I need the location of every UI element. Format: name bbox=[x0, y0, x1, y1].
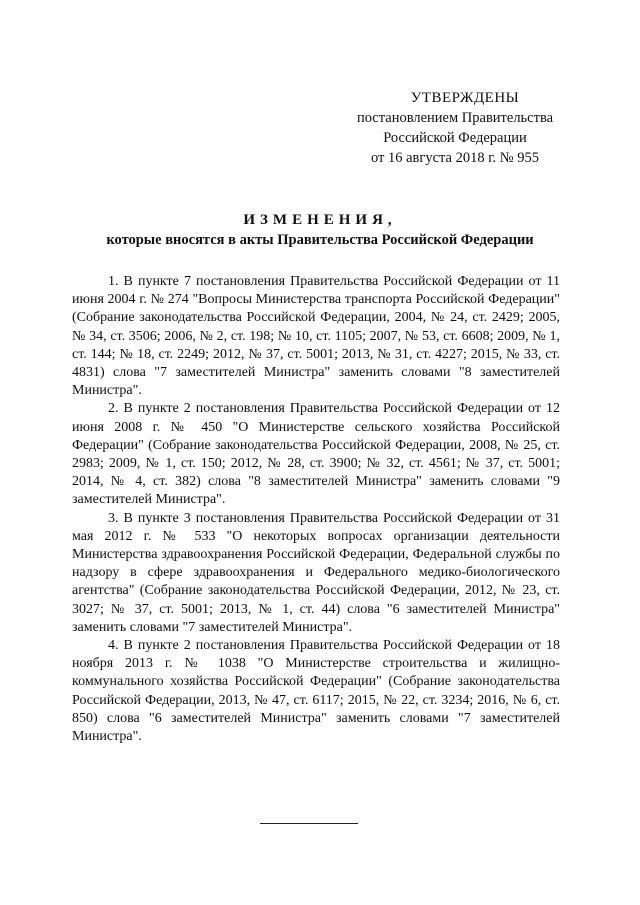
paragraph-4: 4. В пункте 2 постановления Правительства Российской Федерации от 18 ноября 2013 г. № 1038 "О Министерстве строительства и жилищно-коммунального хозяйства Российской Федерации" (Собрание законодательства Российской Федерации, 2013, № 47, ст. 6117; 2015, № 22, ст. 3234; 2016, № 6, ст. 850) слова "6 заместителей Министра" заменить словами "7 заместителей Министра". bbox=[72, 638, 560, 745]
approval-block bbox=[330, 88, 580, 168]
paragraph-2: 2. В пункте 2 постановления Правительства Российской Федерации от 12 июня 2008 г. № 450 "О Министерстве сельского хозяйства Российской Федерации" (Собрание законодательства Российской Федерации, 2008, № 25, ст. 2983; 2009, № 1, ст. 150; 2012, № 28, ст. 3900; № 32, ст. 4561; № 37, ст. 5001; 2014, № 4, ст. 382) слова "8 заместителей Министра" заменить словами "9 заместителей Министра". bbox=[72, 401, 560, 508]
title-subheading: которые вносятся в акты Правительства Российской Федерации bbox=[106, 232, 534, 248]
title-heading: ИЗМЕНЕНИЯ, bbox=[243, 212, 397, 228]
document-body bbox=[72, 273, 560, 746]
approval-heading: УТВЕРЖДЕНЫ bbox=[410, 90, 520, 106]
approval-line-country: Российской Федерации bbox=[383, 130, 527, 146]
document-title bbox=[0, 210, 640, 250]
paragraph-1: 1. В пункте 7 постановления Правительства Российской Федерации от 11 июня 2004 г. № 274 "Вопросы Министерства транспорта Российской Федерации" (Собрание законодательства Российской Федерации, 2004, № 24, ст. 2429; 2005, № 34, ст. 3506; 2006, № 2, ст. 198; № 10, ст. 1105; 2007, № 53, ст. 6608; 2009, № 1, ст. 144; № 18, ст. 2249; 2012, № 37, ст. 5001; 2013, № 31, ст. 4227; 2015, № 33, ст. 4831) слова "7 заместителей Министра" заменить словами "8 заместителей Министра". bbox=[72, 274, 560, 399]
paragraph-3: 3. В пункте 3 постановления Правительства Российской Федерации от 31 мая 2012 г. № 533 "О некоторых вопросах организации деятельности Министерства здравоохранения Российской Федерации, Федеральной службы по надзору в сфере здравоохранения и Федерального медико-биологического агентства" (Собрание законодательства Российской Федерации, 2012, № 23, ст. 3027; № 37, ст. 5001; 2013, № 1, ст. 44) слова "6 заместителей Министра" заменить словами "7 заместителей Министра". bbox=[72, 510, 560, 635]
approval-line-date-number: от 16 августа 2018 г. № 955 bbox=[370, 150, 540, 166]
end-separator-line bbox=[260, 823, 358, 824]
approval-line-resolution: постановлением Правительства bbox=[356, 110, 554, 126]
